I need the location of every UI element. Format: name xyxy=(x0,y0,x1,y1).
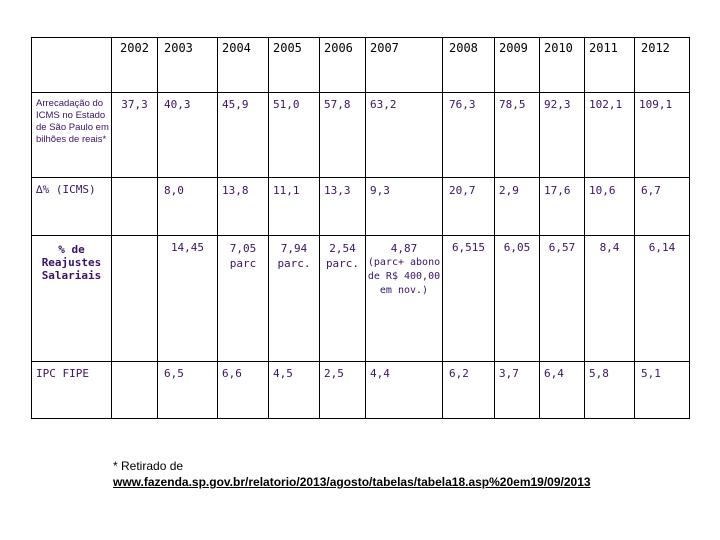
row-label: IPC FIPE xyxy=(32,362,112,419)
year-cell: 2010 xyxy=(540,38,585,93)
data-table xyxy=(31,37,690,419)
footnote xyxy=(113,458,613,490)
table-cell: 40,3 xyxy=(158,93,218,178)
table-cell: 7,05 parc xyxy=(218,236,269,362)
table-cell xyxy=(112,362,158,419)
table-cell: 13,3 xyxy=(320,178,366,236)
table-cell: 6,14 xyxy=(635,236,690,362)
table-cell xyxy=(112,236,158,362)
year-cell: 2011 xyxy=(585,38,635,93)
row-label: ∆% (ICMS) xyxy=(32,178,112,236)
table-cell: 13,8 xyxy=(218,178,269,236)
table-cell: 5,8 xyxy=(585,362,635,419)
row-label: Arrecadação do ICMS no Estado de São Paulo em bilhões de reais* xyxy=(32,93,112,178)
delta-icms-row xyxy=(32,178,690,236)
table-cell: 8,0 xyxy=(158,178,218,236)
table-cell: 6,57 xyxy=(540,236,585,362)
ipc-fipe-row xyxy=(32,362,690,419)
table-cell: 45,9 xyxy=(218,93,269,178)
table-cell: 14,45 xyxy=(158,236,218,362)
table-cell: 76,3 xyxy=(443,93,495,178)
year-cell: 2008 xyxy=(443,38,495,93)
icms-row xyxy=(32,93,690,178)
table-cell: 6,05 xyxy=(495,236,540,362)
table-cell: 4,87 (parc+ abono de R$ 400,00 em nov.) xyxy=(366,236,443,362)
table-cell: 2,9 xyxy=(495,178,540,236)
table-cell: 10,6 xyxy=(585,178,635,236)
table-cell: 63,2 xyxy=(366,93,443,178)
year-cell: 2003 xyxy=(158,38,218,93)
table-cell: 5,1 xyxy=(635,362,690,419)
table-cell: 2,5 xyxy=(320,362,366,419)
year-cell: 2005 xyxy=(269,38,320,93)
table-cell: 17,6 xyxy=(540,178,585,236)
table-cell: 4,4 xyxy=(366,362,443,419)
table-cell: 37,3 xyxy=(112,93,158,178)
year-cell: 2009 xyxy=(495,38,540,93)
table-cell: 51,0 xyxy=(269,93,320,178)
source-link[interactable]: www.fazenda.sp.gov.br/relatorio/2013/agosto/tabelas/tabela18.asp%20em19/09/2013 xyxy=(113,475,591,489)
table-cell: 7,94 parc. xyxy=(269,236,320,362)
table-cell: 57,8 xyxy=(320,93,366,178)
table-cell: 9,3 xyxy=(366,178,443,236)
table-cell: 3,7 xyxy=(495,362,540,419)
table-cell xyxy=(112,178,158,236)
table-cell: 6,6 xyxy=(218,362,269,419)
year-header-row xyxy=(32,38,690,93)
corner-cell xyxy=(32,38,112,93)
table-cell: 11,1 xyxy=(269,178,320,236)
table-cell: 2,54 parc. xyxy=(320,236,366,362)
table-cell: 102,1 xyxy=(585,93,635,178)
table-cell: 8,4 xyxy=(585,236,635,362)
table-cell: 6,4 xyxy=(540,362,585,419)
year-cell: 2012 xyxy=(635,38,690,93)
footnote-prefix: * Retirado de xyxy=(113,459,184,473)
year-cell: 2007 xyxy=(366,38,443,93)
table-cell: 6,515 xyxy=(443,236,495,362)
year-cell: 2006 xyxy=(320,38,366,93)
row-label: % de Reajustes Salariais xyxy=(32,236,112,362)
reajustes-row xyxy=(32,236,690,362)
table-cell: 92,3 xyxy=(540,93,585,178)
table-cell: 4,5 xyxy=(269,362,320,419)
table-cell: 6,5 xyxy=(158,362,218,419)
table-cell: 78,5 xyxy=(495,93,540,178)
year-cell: 2004 xyxy=(218,38,269,93)
table-cell: 6,2 xyxy=(443,362,495,419)
table-cell: 20,7 xyxy=(443,178,495,236)
table-cell: 6,7 xyxy=(635,178,690,236)
year-cell: 2002 xyxy=(112,38,158,93)
table-cell: 109,1 xyxy=(635,93,690,178)
